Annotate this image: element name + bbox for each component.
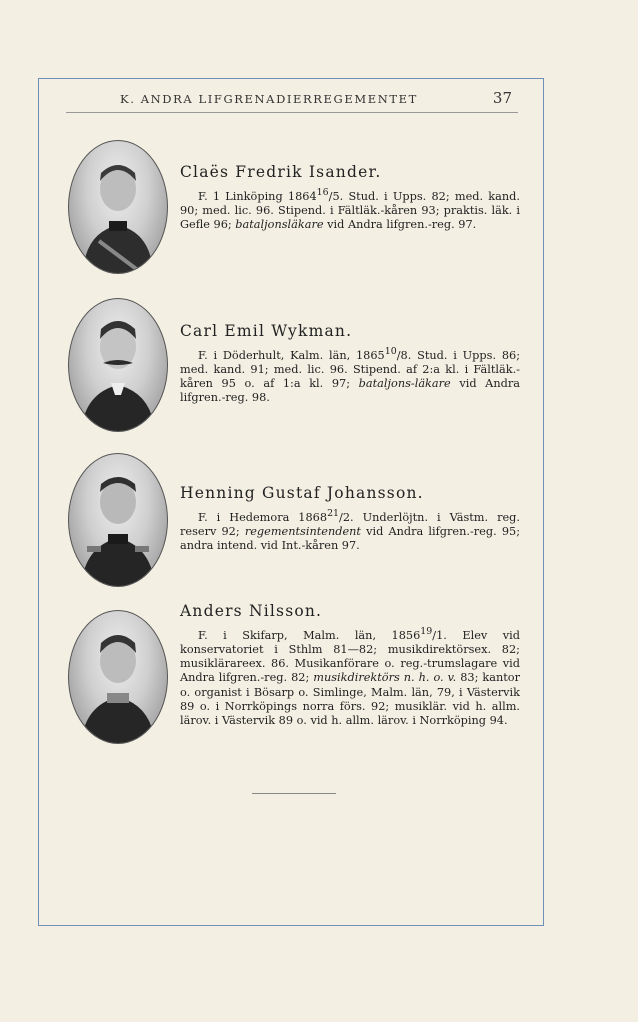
running-header [120,89,520,107]
entry-text: F. i Hedemora 1868$^{21}$/2. Underlöjtn. i Västm. reg. reserv 92; regementsintendent vid Andra lifgren.-reg. 95; andra intend. vid Int.-kåren 97. [180,508,521,553]
entry-text: F. 1 Linköping 1864$^{16}$/5. Stud. i Upps. 82; med. kand. 90; med. lic. 96. Stipend. i Fältläk.-kåren 93; praktis. läk. i Gefle 96; bataljonsläkare vid Andra lifgren.-reg. 97. [180,187,520,232]
entry-name: Carl Emil Wykman. [180,322,353,340]
entry-nilsson [180,602,520,728]
portrait-isander [68,140,168,274]
header-title: K. ANDRA LIFGRENADIERREGEMENTET [120,92,418,106]
entry-johansson [180,484,520,553]
portrait-nilsson [68,610,168,744]
entry-name: Anders Nilsson. [180,602,323,620]
portrait-johansson [68,453,168,587]
header-rule [66,112,518,113]
portrait-wykman [68,298,168,432]
entry-name: Henning Gustaf Johansson. [180,484,424,502]
entry-text: F. i Döderhult, Kalm. län, 1865$^{10}$/8. Stud. i Upps. 86; med. kand. 91; med. lic. 96. Stipend. af 2:a kl. i Fältläk.-kåren 95 o. af 1:a kl. 97; bataljons-läkare vid Andra lifgren.-reg. 98. [180,346,521,405]
closing-rule [252,793,336,794]
entry-text: F. i Skifarp, Malm. län, 1856$^{19}$/1. Elev vid konservatoriet i Sthlm 81—82; musikdirektörsex. 82; musiklärareex. 86. Musikanförare o. reg.-trumslagare vid Andra lifgren.-reg. 82; musikdirektörs n. h. o. v. 83; kantor o. organist i Bösarp o. Simlinge, Malm. län, 79, i Västervik 89 o. i Norrköpings norra förs. 92; musiklär. vid h. allm. lärov. i Västervik 89 o. vid h. allm. lärov. i Norrköping 94. [180,626,520,727]
entry-isander [180,163,520,232]
page-number: 37 [492,89,512,107]
entry-name: Claës Fredrik Isander. [180,163,382,181]
entry-wykman [180,322,520,406]
